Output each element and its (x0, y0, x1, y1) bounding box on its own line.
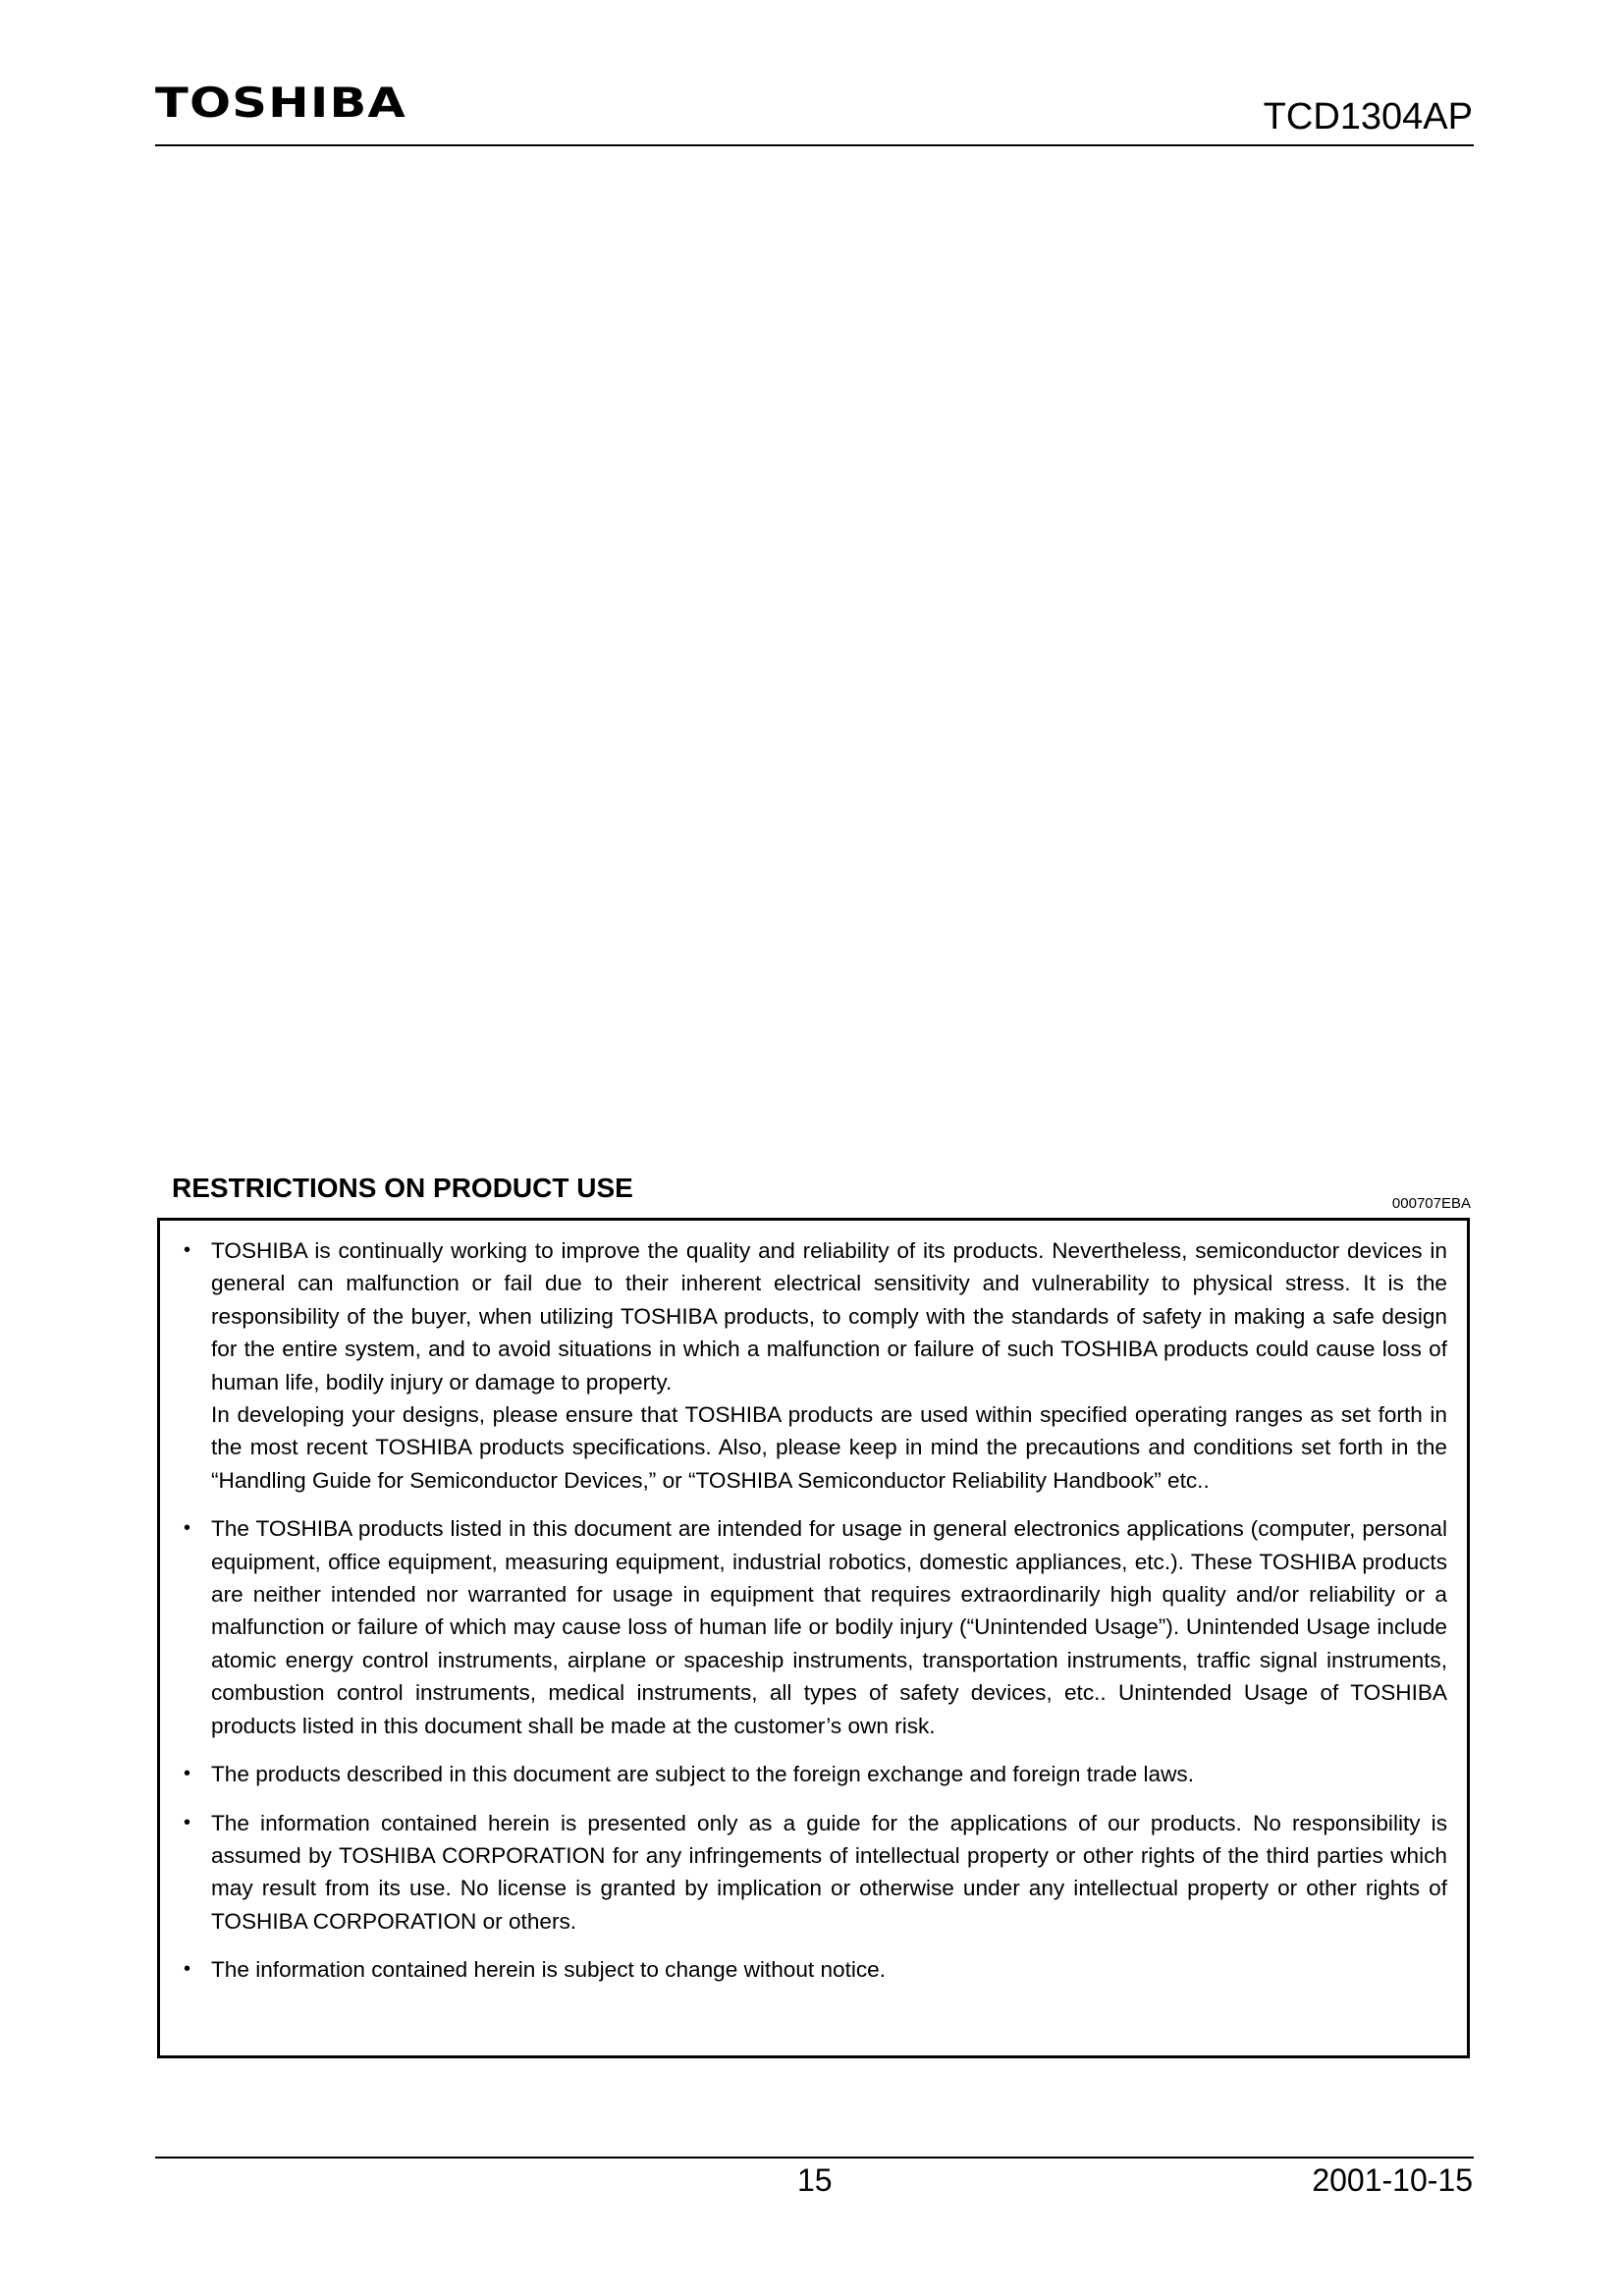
restriction-paragraph: The products described in this document are subject to the foreign exchange and foreign trade laws. (211, 1762, 1194, 1787)
restrictions-box (157, 1218, 1470, 2058)
document-code: 000707EBA (1391, 1195, 1471, 1212)
bullet-icon: • (184, 1239, 191, 1261)
restrictions-title: RESTRICTIONS ON PRODUCT USE (172, 1173, 633, 1203)
restriction-item (184, 1234, 1447, 1497)
restriction-paragraph: The TOSHIBA products listed in this document are intended for usage in general electronics applications (computer, personal equipment, office equipment, measuring equipment, industrial robotics, domestic appliances, etc.). These TOSHIBA products are neither intended nor warranted for usage in equipment that requires extraordinarily high quality and/or reliability or a malfunction or failure of which may cause loss of human life or bodily injury (“Unintended Usage”). Unintended Usage include atomic energy control instruments, airplane or spaceship instruments, transportation instruments, traffic signal instruments, combustion control instruments, medical instruments, all types of safety devices, etc.. Unintended Usage of TOSHIBA products listed in this document shall be made at the customer’s own risk. (211, 1516, 1447, 1738)
restriction-item (184, 1758, 1447, 1790)
restriction-item (184, 1807, 1447, 1939)
restriction-paragraph: In developing your designs, please ensure that TOSHIBA products are used within specified operating ranges as set forth in the most recent TOSHIBA products specifications. Also, please keep in mind the precautions and conditions set forth in the “Handling Guide for Semiconductor Devices,” or “TOSHIBA Semiconductor Reliability Handbook” etc.. (211, 1402, 1447, 1493)
page-number: 15 (797, 2162, 833, 2198)
bullet-icon: • (184, 1811, 191, 1833)
restriction-item (184, 1512, 1447, 1742)
restriction-item (184, 1953, 1447, 1986)
bullet-icon: • (184, 1517, 191, 1540)
restriction-paragraph: The information contained herein is subject to change without notice. (211, 1957, 887, 1983)
restrictions-list (160, 1221, 1467, 1987)
header-divider (155, 144, 1474, 146)
document-date: 2001-10-15 (1312, 2162, 1473, 2198)
bullet-icon: • (184, 1958, 191, 1981)
part-number: TCD1304AP (1263, 96, 1473, 137)
restriction-paragraph: TOSHIBA is continually working to improve the quality and reliability of its products. Nevertheless, semiconductor devices in general can malfunction or fail due to their inherent electrical sensitivity and vulnerability to physical stress. It is the responsibility of the buyer, when utilizing TOSHIBA products, to comply with the standards of safety in making a safe design for the entire system, and to avoid situations in which a malfunction or failure of such TOSHIBA products could cause loss of human life, bodily injury or damage to property. (211, 1238, 1447, 1394)
bullet-icon: • (184, 1763, 191, 1785)
footer-divider (155, 2157, 1474, 2159)
restriction-paragraph: The information contained herein is presented only as a guide for the applications of our products. No responsibility is assumed by TOSHIBA CORPORATION for any infringements of intellectual property or other rights of the third parties which may result from its use. No license is granted by implication or otherwise under any intellectual property or other rights of TOSHIBA CORPORATION or others. (211, 1810, 1447, 1934)
toshiba-logo: TOSHIBA (155, 79, 406, 127)
